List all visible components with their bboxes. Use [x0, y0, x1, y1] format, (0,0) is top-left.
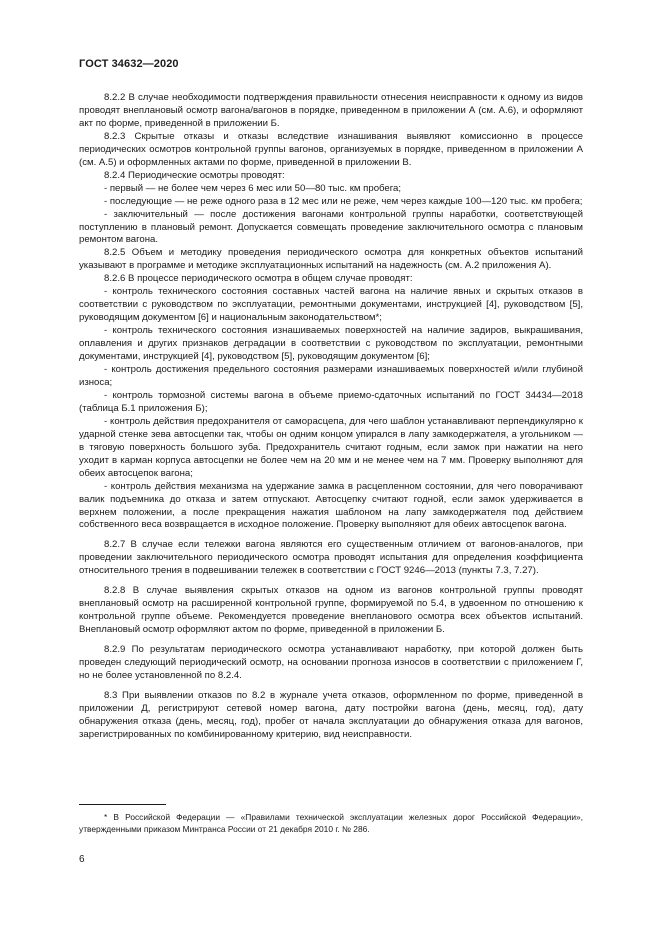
paragraph-8-2-2: 8.2.2 В случае необходимости подтверждения правильности отнесения неисправности к одному из видов проводят внеплановый осмотр вагона/вагонов в порядке, приведенном в приложении А (см. А.6), и оформляют акт по форме, приведенной в приложении Б.: [79, 92, 583, 129]
list-item-uncoupling-guard-control: - контроль действия предохранителя от саморасцепа, для чего шаблон устанавливают перпендикулярно к ударной стенке зева автосцепки так, чтобы он одним концом упирался в лапу замкодержателя, а угольником — в тяговую поверхность большого зуба. Предохранитель считают годным, если замок при нажатии на него уходит в карман корпуса автосцепки не более чем на 20 мм и не менее чем на 7 мм. Проверку выполняют для обеих автосцепок вагона;: [79, 415, 583, 479]
paragraph-8-2-3: 8.2.3 Скрытые отказы и отказы вследствие изнашивания выявляют комиссионно в процессе периодических осмотров контрольной группы вагонов, организуемых в порядке, приведенном в приложении А (см. А.5) и оформленных актами по форме, приведенной в приложении В.: [79, 130, 583, 168]
paragraph-8-2-9: 8.2.9 По результатам периодического осмотра устанавливают наработку, при которой должен быть проведен следующий периодический осмотр, на основании прогноза износов в соответствии с приложением Г, но не более установленной по 8.2.4.: [79, 644, 583, 681]
page-number: 6: [79, 854, 85, 865]
footnote-divider: [79, 804, 166, 805]
list-item-wear-surface-control: - контроль технического состояния изнашиваемых поверхностей на наличие задиров, выкрашивания, оплавления и других признаков деградации в соответствии с руководством по эксплуатации, ремонтными документами, инструкцией [4], руководством [5], руководящим документом [6];: [79, 325, 583, 363]
paragraph-8-2-4: 8.2.4 Периодические осмотры проводят:: [104, 169, 285, 181]
list-item-final-inspection: - заключительный — после достижения вагонами контрольной группы наработки, соответствующей поступлению в плановый ремонт. Допускается совмещать проведение заключительного осмотра с плановым ремонтом вагона.: [79, 208, 583, 246]
paragraph-8-2-7: 8.2.7 В случае если тележки вагона являются его существенным отличием от вагонов-аналогов, при проведении заключительного периодического осмотра проводят испытания для определения коэффициента относительного трения в подвешивании тележек в соответствии с ГОСТ 9246—2013 (пункты 7.3, 7.27).: [79, 539, 583, 577]
paragraph-8-2-6: 8.2.6 В процессе периодического осмотра в общем случае проводят:: [104, 273, 413, 285]
document-header: ГОСТ 34632—2020: [79, 58, 179, 70]
paragraph-8-2-5: 8.2.5 Объем и методику проведения периодического осмотра для конкретных объектов испытаний указывают в программе и методике эксплуатационных испытаний на надежность (см. А.2 приложения А).: [79, 247, 583, 272]
paragraph-8-2-8: 8.2.8 В случае выявления скрытых отказов на одном из вагонов контрольной группы проводят внеплановый осмотр на расширенной контрольной группе, формируемой по 5.4, в удвоенном по отношению к контрольной группе объеме. Рекомендуется проведение внепланового осмотра всех объектов испытаний. Внеплановый осмотр оформляют актом по форме, приведенной в приложении Б.: [79, 585, 583, 636]
paragraph-8-3: 8.3 При выявлении отказов по 8.2 в журнале учета отказов, оформленном по форме, приведенной в приложении Д, регистрируют сетевой номер вагона, дату постройки вагона (день, месяц, год), дату обнаружения отказа (день, месяц, год), пробег от начала эксплуатации до обнаружения отказа для вагонов, зарегистрированных по комбинированному критерию, вид неисправности.: [79, 689, 583, 740]
list-item-technical-state-control: - контроль технического состояния составных частей вагона на наличие явных и скрытых отказов в соответствии с руководством по эксплуатации, ремонтными документами, инструкцией [4], руководством [5], руководящим документом [6] и национальным законодательством*;: [79, 286, 583, 324]
list-item-first-inspection: - первый — не более чем через 6 мес или 50—80 тыс. км пробега;: [104, 182, 402, 194]
list-item-subsequent-inspections: - последующие — не реже одного раза в 12 мес или не реже, чем через каждые 100—120 тыс. км пробега;: [104, 195, 583, 207]
list-item-brake-system-control: - контроль тормозной системы вагона в объеме приемо-сдаточных испытаний по ГОСТ 34434—2018 (таблица Б.1 приложения Б);: [79, 389, 583, 414]
list-item-lock-mechanism-control: - контроль действия механизма на удержание замка в расцепленном состоянии, для чего поворачивают валик подъемника до отказа и затем отпускают. Автосцепку считают годной, если замок удерживается в верхнем положении, а после прекращения нажатия шаблоном на лапу замкодержателя под действием собственного веса возвращается в исходное положение. Проверку выполняют для обеих автосцепок вагона.: [79, 480, 583, 531]
footnote: * В Российской Федерации — «Правилами технической эксплуатации железных дорог Российской Федерации», утвержденными приказом Минтранса России от 21 декабря 2010 г. № 286.: [79, 812, 583, 834]
page-body: [79, 92, 583, 742]
list-item-limit-state-control: - контроль достижения предельного состояния размерами изнашиваемых поверхностей и/или глубиной износа;: [79, 364, 583, 388]
